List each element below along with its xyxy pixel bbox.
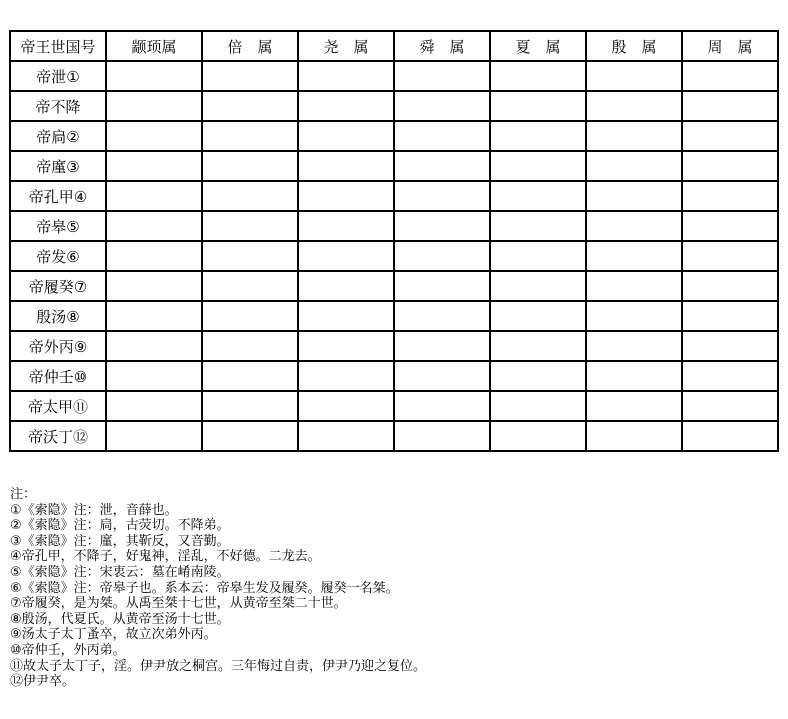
table-cell — [298, 241, 394, 271]
table-cell — [106, 331, 202, 361]
row-label: 帝发⑥ — [10, 241, 106, 271]
row-label: 帝廑③ — [10, 151, 106, 181]
table-cell — [490, 181, 586, 211]
table-cell — [106, 421, 202, 451]
table-cell — [394, 331, 490, 361]
table-cell — [298, 121, 394, 151]
table-cell — [298, 181, 394, 211]
table-row — [10, 151, 778, 181]
table-row — [10, 361, 778, 391]
table-cell — [298, 301, 394, 331]
row-label: 帝仲壬⑩ — [10, 361, 106, 391]
table-row — [10, 331, 778, 361]
notes-list — [10, 502, 427, 690]
table-cell — [682, 91, 778, 121]
table-cell — [106, 181, 202, 211]
note-item: ⑩帝仲壬，外丙弟。 — [10, 642, 126, 658]
row-label: 帝履癸⑦ — [10, 271, 106, 301]
table-cell — [394, 61, 490, 91]
table-header-row — [10, 31, 778, 61]
table-cell — [106, 391, 202, 421]
genealogy-table — [9, 30, 779, 452]
table-cell — [490, 241, 586, 271]
table-cell — [586, 241, 682, 271]
table-cell — [682, 301, 778, 331]
note-item: ④帝孔甲，不降子，好鬼神，淫乱，不好德。二龙去。 — [10, 549, 321, 565]
table-cell — [490, 421, 586, 451]
note-item: ③《索隐》注：廑，其靳反，又音勤。 — [10, 533, 230, 549]
table-cell — [298, 271, 394, 301]
table-cell — [394, 151, 490, 181]
notes-title: 注： — [10, 487, 37, 502]
table-cell — [682, 421, 778, 451]
note-item: ⑥《索隐》注：帝皋子也。系本云：帝皋生发及履癸。履癸一名桀。 — [10, 580, 399, 596]
table-cell — [490, 91, 586, 121]
table-cell — [106, 211, 202, 241]
table-cell — [586, 331, 682, 361]
table-cell — [490, 151, 586, 181]
table-cell — [106, 121, 202, 151]
table-cell — [586, 91, 682, 121]
table-cell — [202, 331, 298, 361]
table-cell — [586, 391, 682, 421]
table-cell — [490, 391, 586, 421]
table-row — [10, 211, 778, 241]
row-label: 帝太甲⑪ — [10, 391, 106, 421]
table-cell — [106, 61, 202, 91]
table-cell — [298, 91, 394, 121]
table-cell — [682, 241, 778, 271]
table-cell — [298, 331, 394, 361]
table-cell — [586, 361, 682, 391]
table-cell — [298, 61, 394, 91]
table-cell — [298, 391, 394, 421]
table-cell — [202, 421, 298, 451]
table-cell — [394, 391, 490, 421]
header-cell: 颛顼属 — [106, 31, 202, 61]
table-cell — [202, 151, 298, 181]
row-label: 帝扃② — [10, 121, 106, 151]
header-cell: 夏 属 — [490, 31, 586, 61]
table-cell — [586, 211, 682, 241]
table-cell — [682, 181, 778, 211]
table-cell — [490, 121, 586, 151]
table-cell — [682, 271, 778, 301]
note-item: ⑧殷汤，代夏氏。从黄帝至汤十七世。 — [10, 611, 230, 627]
row-label: 帝外丙⑨ — [10, 331, 106, 361]
table-cell — [202, 361, 298, 391]
table-cell — [202, 241, 298, 271]
table-cell — [202, 61, 298, 91]
table-cell — [682, 121, 778, 151]
table-cell — [682, 61, 778, 91]
table-cell — [106, 151, 202, 181]
table-cell — [586, 121, 682, 151]
table-cell — [682, 361, 778, 391]
table-cell — [394, 361, 490, 391]
table-cell — [490, 211, 586, 241]
header-cell: 帝王世国号 — [10, 31, 106, 61]
header-cell: 周 属 — [682, 31, 778, 61]
table-cell — [682, 391, 778, 421]
table-cell — [586, 271, 682, 301]
note-item: ⑨汤太子太丁蚤卒，故立次弟外丙。 — [10, 627, 217, 643]
row-label: 帝孔甲④ — [10, 181, 106, 211]
header-cell: 尧 属 — [298, 31, 394, 61]
table-cell — [298, 361, 394, 391]
table-row — [10, 61, 778, 91]
table-cell — [490, 61, 586, 91]
table-cell — [490, 271, 586, 301]
note-item: ⑫伊尹卒。 — [10, 674, 76, 690]
table-cell — [394, 301, 490, 331]
table-row — [10, 241, 778, 271]
table-cell — [394, 181, 490, 211]
header-cell: 倍 属 — [202, 31, 298, 61]
table-row — [10, 391, 778, 421]
table-cell — [202, 301, 298, 331]
table-cell — [106, 241, 202, 271]
table-row — [10, 301, 778, 331]
table-cell — [490, 361, 586, 391]
table-row — [10, 271, 778, 301]
table-cell — [106, 301, 202, 331]
header-cell: 殷 属 — [586, 31, 682, 61]
table-cell — [394, 421, 490, 451]
row-label: 帝沃丁⑫ — [10, 421, 106, 451]
table-cell — [106, 361, 202, 391]
table-cell — [490, 301, 586, 331]
table-row — [10, 421, 778, 451]
table-cell — [586, 61, 682, 91]
table-cell — [682, 151, 778, 181]
table-body — [10, 61, 778, 451]
note-item: ⑦帝履癸，是为桀。从禹至桀十七世，从黄帝至桀二十世。 — [10, 596, 347, 612]
table-row — [10, 181, 778, 211]
table-cell — [202, 391, 298, 421]
table-cell — [490, 331, 586, 361]
table-cell — [682, 211, 778, 241]
table-cell — [202, 91, 298, 121]
table-cell — [394, 121, 490, 151]
table-cell — [298, 211, 394, 241]
row-label: 帝不降 — [10, 91, 106, 121]
table-cell — [106, 91, 202, 121]
table-cell — [394, 91, 490, 121]
table-cell — [394, 211, 490, 241]
table-cell — [106, 271, 202, 301]
table-cell — [394, 241, 490, 271]
note-item: ②《索隐》注：扃，古荧切。不降弟。 — [10, 518, 230, 534]
table-cell — [298, 421, 394, 451]
row-label: 帝泄① — [10, 61, 106, 91]
table-cell — [586, 421, 682, 451]
table-cell — [586, 301, 682, 331]
note-item: ①《索隐》注：泄，音薛也。 — [10, 502, 178, 518]
row-label: 殷汤⑧ — [10, 301, 106, 331]
table-cell — [394, 271, 490, 301]
table-cell — [202, 181, 298, 211]
row-label: 帝皋⑤ — [10, 211, 106, 241]
table-cell — [682, 331, 778, 361]
header-cell: 舜 属 — [394, 31, 490, 61]
table-row — [10, 91, 778, 121]
table-cell — [202, 271, 298, 301]
table-cell — [586, 151, 682, 181]
table-cell — [202, 211, 298, 241]
table-row — [10, 121, 778, 151]
table-cell — [298, 151, 394, 181]
note-item: ⑪故太子太丁子，淫。伊尹放之桐宫。三年悔过自责，伊尹乃迎之复位。 — [10, 658, 427, 674]
notes-section — [10, 487, 427, 690]
note-item: ⑤《索隐》注：宋衷云：墓在崤南陵。 — [10, 564, 230, 580]
table-cell — [202, 121, 298, 151]
table-cell — [586, 181, 682, 211]
